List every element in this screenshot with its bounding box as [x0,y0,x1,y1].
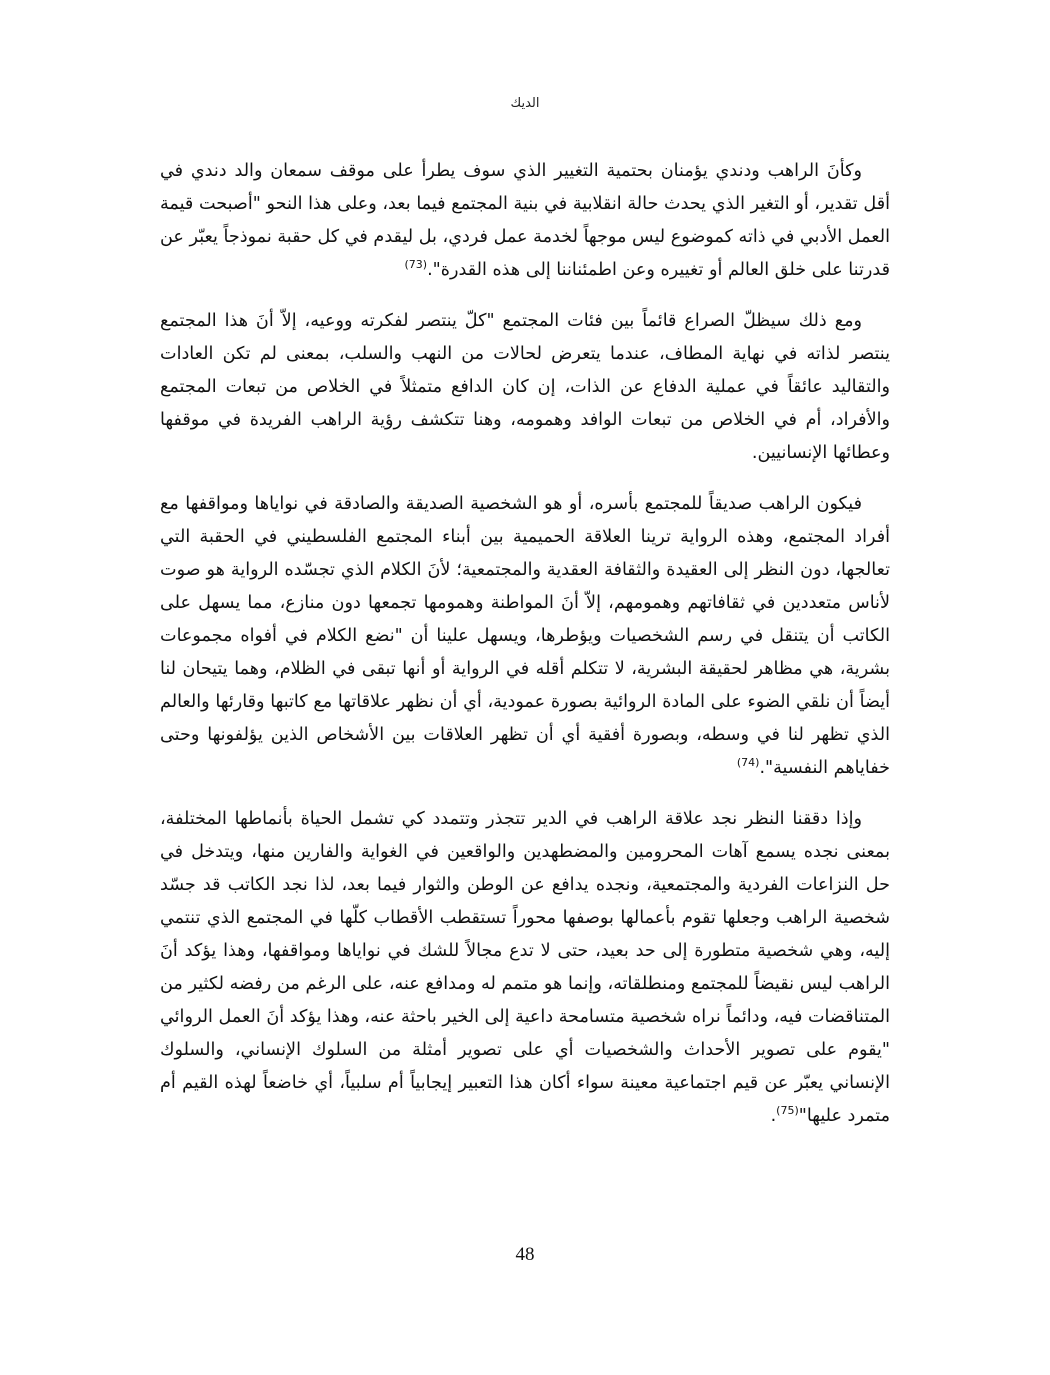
paragraph-text: ومع ذلك سيظلّ الصراع قائماً بين فئات المجتمع "كلّ ينتصر لفكرته ووعيه، إلاّ أنَ هذا المجتمع ينتصر لذاته في نهاية المطاف، عندما يتعرض لحالات من النهب والسلب، بمعنى لم تكن العادات والتقاليد عائقاً في عملية الدفاع عن الذات، إن كان الدافع متمثلاً في الخلاص من تبعات المجتمع والأفراد، أم في الخلاص من تبعات الوافد وهمومه، وهنا تتكشف رؤية الراهب الفريدة في موقفها وعطائها الإنسانيين. [160,311,890,463]
paragraph-end-punctuation: . [770,1106,777,1126]
paragraph-4 [160,803,890,1133]
running-header: الديك [510,96,540,111]
paragraph-3 [160,488,890,785]
body-text [160,155,890,1133]
paragraph-text: وإذا دققنا النظر نجد علاقة الراهب في الدير تتجذر وتتمدد كي تشمل الحياة بأنماطها المختلفة، بمعنى نجده يسمع آهات المحرومين والمضطهدين والواقعين في الغواية والفارين منها، ويتدخل في حل النزاعات الفردية والمجتمعية، ونجده يدافع عن الوطن والثوار فيما بعد، لذا نجد الكاتب قد جسّد شخصية الراهب وجعلها تقوم بأعمالها بوصفها محوراً تستقطب الأقطاب كلّها في المجتمع الذي تنتمي إليه، وهي شخصية متطورة إلى حد بعيد، حتى لا تدع مجالاً للشك في نواياها ومواقفها، وهذا يؤكد أنَ الراهب ليس نقيضاً للمجتمع ومنطلقاته، وإنما هو متمم له ومدافع عنه، على الرغم من رفضه لكثير من المتناقضات فيه، ودائماً نراه شخصية متسامحة داعية إلى الخير باحثة عنه، وهذا يؤكد أنَ العمل الروائي "يقوم على تصوير الأحداث والشخصيات أي على تصوير أمثلة من السلوك الإنساني، والسلوك الإنساني يعبّر عن قيم اجتماعية معينة سواء أكان هذا التعبير إيجابياً أم سلبياً، أي خاضعاً لهذه القيم أم متمرد عليها" [160,809,890,1126]
footnote-marker: (75) [776,1104,799,1118]
page-number: 48 [515,1244,535,1265]
footnote-marker: (73) [404,258,428,272]
paragraph-1 [160,155,890,287]
paragraph-text: وكأنَ الراهب ودندي يؤمنان بحتمية التغيير الذي سوف يطرأ على موقف سمعان والد دندي في أقل تقدير، أو التغير الذي يحدث حالة انقلابية في بنية المجتمع فيما بعد، وعلى هذا النحو "أصبحت قيمة العمل الأدبي في ذاته كموضوع ليس موجهاً لخدمة عمل فردي، بل ليقدم في كل حقبة نموذجاً يعبّر عن قدرتنا على خلق العالم أو تغييره وعن اطمئناننا إلى هذه القدرة". [160,161,890,280]
paragraph-text: فيكون الراهب صديقاً للمجتمع بأسره، أو هو الشخصية الصديقة والصادقة في نواياها ومواقفها مع أفراد المجتمع، وهذه الرواية ترينا العلاقة الحميمية بين أبناء المجتمع الفلسطيني في الحقبة التي تعالجها، دون النظر إلى العقيدة والثقافة العقدية والمجتمعية؛ لأنَ الكلام الذي تجسّده الرواية هو صوت لأناس متعددين في ثقافاتهم وهمومهم، إلاّ أنَ المواطنة وهمومها تجمعها دون منازع، مما يسهل على الكاتب أن يتنقل في رسم الشخصيات ويؤطرها، ويسهل علينا أن "نضع الكلام في أفواه مجموعات بشرية، هي مظاهر لحقيقة البشرية، لا تتكلم أقله في الرواية أو أنها تبقى في الظلام، وهما يتيحان لنا أيضاً أن نلقي الضوء على المادة الروائية بصورة عمودية، أي أن نظهر علاقاتها مع كاتبها وقارئها والعالم الذي تظهر لنا في وسطه، وبصورة أفقية أي أن تظهر العلاقات بين الأشخاص الذين يؤلفونها وحتى خفاياهم النفسية". [160,494,890,778]
paragraph-2 [160,305,890,470]
footnote-marker: (74) [736,756,760,770]
